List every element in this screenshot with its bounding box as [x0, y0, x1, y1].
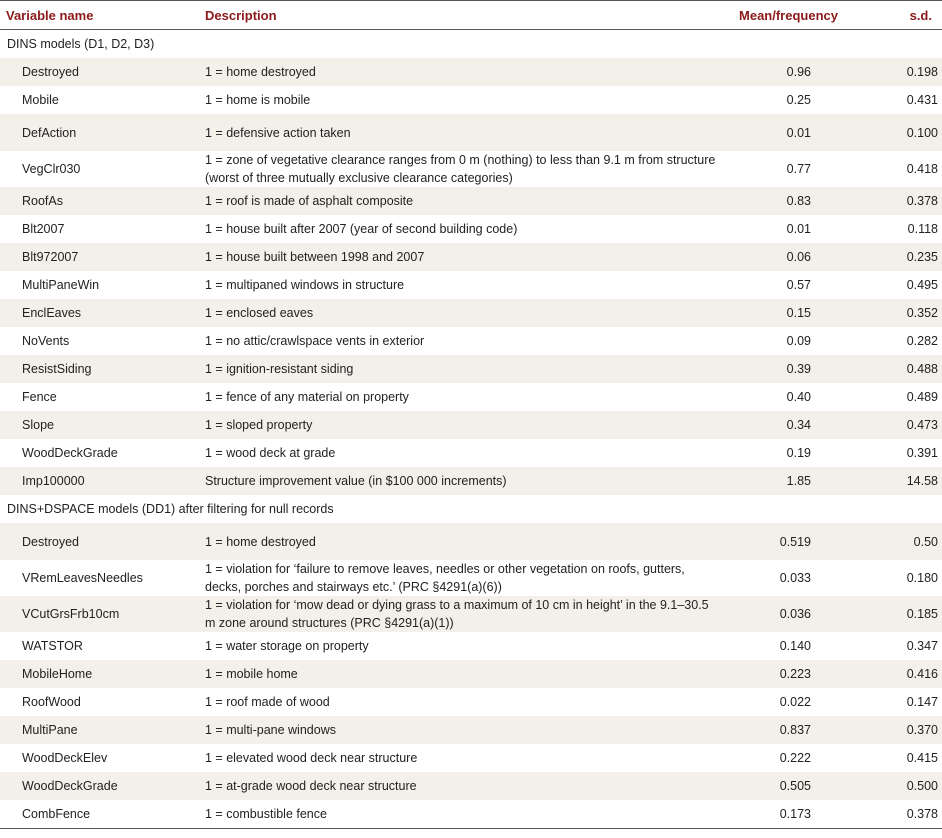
description-cell: 1 = zone of vegetative clearance ranges from 0 m (nothing) to less than 9.1 m from structure (worst of three mutually exclusive clearance categories) [205, 153, 716, 185]
mean-cell: 0.39 [720, 355, 848, 383]
variable-name-cell: RoofWood [22, 695, 81, 709]
header-mean-frequency: Mean/frequency [720, 1, 848, 30]
mean-cell: 0.837 [720, 716, 848, 744]
section-header-row [0, 30, 942, 59]
variable-name-cell: Blt972007 [0, 243, 200, 271]
sd-cell: 0.416 [848, 660, 942, 688]
description-cell: 1 = house built between 1998 and 2007 [200, 243, 720, 271]
description-cell: 1 = sloped property [200, 411, 720, 439]
description-cell: 1 = roof is made of asphalt composite [200, 187, 720, 215]
table-row [0, 86, 942, 114]
mean-cell: 0.036 [720, 596, 848, 632]
table-row [0, 151, 942, 187]
section-title: DINS models (D1, D2, D3) [7, 37, 155, 51]
description-cell: 1 = multi-pane windows [200, 716, 720, 744]
mean-cell: 0.96 [720, 58, 848, 86]
sd-cell: 0.495 [906, 278, 938, 292]
sd-cell: 0.147 [906, 695, 938, 709]
sd-cell: 0.500 [848, 772, 942, 800]
mean-cell: 0.25 [786, 93, 811, 107]
table-row [0, 660, 942, 688]
table-row [0, 383, 942, 411]
sd-cell: 0.180 [906, 571, 938, 585]
variable-name-cell: MobileHome [0, 660, 200, 688]
table-row [0, 716, 942, 744]
mean-cell: 0.83 [720, 187, 848, 215]
description-cell: 1 = water storage on property [205, 639, 369, 653]
section-title: DINS+DSPACE models (DD1) after filtering for null records [7, 502, 334, 516]
table-row [0, 187, 942, 215]
sd-cell: 0.185 [848, 596, 942, 632]
section-header-row [0, 495, 942, 523]
variable-name-cell: Destroyed [0, 58, 200, 86]
table-row [0, 688, 942, 716]
sd-cell: 0.473 [848, 411, 942, 439]
mean-cell: 0.19 [786, 446, 811, 460]
mean-cell: 0.77 [786, 162, 811, 176]
sd-cell: 0.391 [906, 446, 938, 460]
variable-name-cell: EnclEaves [0, 299, 200, 327]
header-description: Description [200, 1, 720, 30]
header-row [0, 1, 942, 30]
table-row [0, 58, 942, 86]
table-row [0, 355, 942, 383]
variable-name-cell: Fence [22, 390, 57, 404]
table-row [0, 523, 942, 560]
sd-cell: 0.415 [906, 751, 938, 765]
mean-cell: 0.40 [786, 390, 811, 404]
description-cell: 1 = home is mobile [205, 93, 311, 107]
description-cell: 1 = combustible fence [200, 800, 720, 829]
mean-cell: 1.85 [720, 467, 848, 495]
description-cell: 1 = violation for ‘failure to remove leaves, needles or other vegetation on roofs, gutters, decks, porches and stairways etc.’ (PRC §4291(a)(6)) [205, 562, 685, 594]
mean-cell: 0.15 [720, 299, 848, 327]
variable-name-cell: WoodDeckElev [22, 751, 108, 765]
sd-cell: 0.118 [907, 222, 938, 236]
variable-name-cell: Blt2007 [22, 222, 65, 236]
mean-cell: 0.09 [786, 334, 811, 348]
table-row [0, 271, 942, 299]
table-row [0, 772, 942, 800]
table-body [0, 30, 942, 829]
mean-cell: 0.022 [779, 695, 811, 709]
table-row [0, 411, 942, 439]
sd-cell: 0.431 [906, 93, 938, 107]
description-cell: 1 = violation for ‘mow dead or dying grass to a maximum of 10 cm in height’ in the 9.1–30.5 m zone around structures (PRC §4291(a)(1)) [200, 596, 720, 632]
table-row [0, 632, 942, 660]
table-row [0, 596, 942, 632]
table-row [0, 744, 942, 772]
table-row [0, 467, 942, 495]
sd-cell: 0.282 [906, 334, 938, 348]
table-row [0, 243, 942, 271]
sd-cell: 0.488 [848, 355, 942, 383]
description-cell: 1 = at-grade wood deck near structure [200, 772, 720, 800]
description-cell: 1 = home destroyed [200, 523, 720, 560]
mean-cell: 0.06 [720, 243, 848, 271]
description-cell: 1 = ignition-resistant siding [200, 355, 720, 383]
variable-name-cell: WoodDeckGrade [22, 446, 118, 460]
variable-name-cell: MultiPane [0, 716, 200, 744]
mean-cell: 0.01 [720, 114, 848, 151]
table-row [0, 327, 942, 355]
sd-cell: 0.235 [848, 243, 942, 271]
description-cell: 1 = enclosed eaves [200, 299, 720, 327]
header-sd: s.d. [848, 1, 942, 30]
description-cell: 1 = elevated wood deck near structure [205, 751, 418, 765]
sd-cell: 0.100 [848, 114, 942, 151]
sd-cell: 0.378 [848, 187, 942, 215]
variable-name-cell: ResistSiding [0, 355, 200, 383]
table-row [0, 299, 942, 327]
variable-name-cell: RoofAs [0, 187, 200, 215]
description-cell: 1 = wood deck at grade [205, 446, 336, 460]
sd-cell: 0.198 [848, 58, 942, 86]
header-variable-name: Variable name [0, 1, 200, 30]
sd-cell: 0.347 [906, 639, 938, 653]
description-cell: 1 = defensive action taken [200, 114, 720, 151]
description-cell: Structure improvement value (in $100 000 increments) [200, 467, 720, 495]
variable-name-cell: Slope [0, 411, 200, 439]
sd-cell: 0.418 [906, 162, 938, 176]
table-row [0, 114, 942, 151]
variable-name-cell: WATSTOR [22, 639, 83, 653]
variable-name-cell: Mobile [22, 93, 59, 107]
variable-name-cell: WoodDeckGrade [0, 772, 200, 800]
description-cell: 1 = roof made of wood [205, 695, 330, 709]
table-row [0, 215, 942, 243]
table-row [0, 800, 942, 829]
sd-cell: 0.370 [848, 716, 942, 744]
mean-cell: 0.140 [779, 639, 811, 653]
variable-name-cell: MultiPaneWin [22, 278, 100, 292]
mean-cell: 0.01 [786, 222, 811, 236]
mean-cell: 0.34 [720, 411, 848, 439]
variable-name-cell: VegClr030 [22, 162, 81, 176]
sd-cell: 0.352 [848, 299, 942, 327]
mean-cell: 0.519 [720, 523, 848, 560]
mean-cell: 0.222 [779, 751, 811, 765]
mean-cell: 0.505 [720, 772, 848, 800]
mean-cell: 0.033 [779, 571, 811, 585]
description-cell: 1 = home destroyed [200, 58, 720, 86]
sd-cell: 0.378 [848, 800, 942, 829]
variable-name-cell: VRemLeavesNeedles [22, 571, 143, 585]
mean-cell: 0.173 [720, 800, 848, 829]
variable-name-cell: Imp100000 [0, 467, 200, 495]
sd-cell: 14.58 [848, 467, 942, 495]
description-cell: 1 = mobile home [200, 660, 720, 688]
description-cell: 1 = fence of any material on property [205, 390, 409, 404]
description-cell: 1 = no attic/crawlspace vents in exterior [205, 334, 425, 348]
mean-cell: 0.223 [720, 660, 848, 688]
table-row [0, 439, 942, 467]
description-cell: 1 = house built after 2007 (year of second building code) [205, 222, 518, 236]
mean-cell: 0.57 [786, 278, 811, 292]
variable-name-cell: Destroyed [0, 523, 200, 560]
variable-name-cell: NoVents [22, 334, 70, 348]
variable-name-cell: CombFence [0, 800, 200, 829]
variable-name-cell: DefAction [0, 114, 200, 151]
sd-cell: 0.489 [906, 390, 938, 404]
table-row [0, 560, 942, 596]
variable-name-cell: VCutGrsFrb10cm [0, 596, 200, 632]
sd-cell: 0.50 [848, 523, 942, 560]
description-cell: 1 = multipaned windows in structure [205, 278, 405, 292]
